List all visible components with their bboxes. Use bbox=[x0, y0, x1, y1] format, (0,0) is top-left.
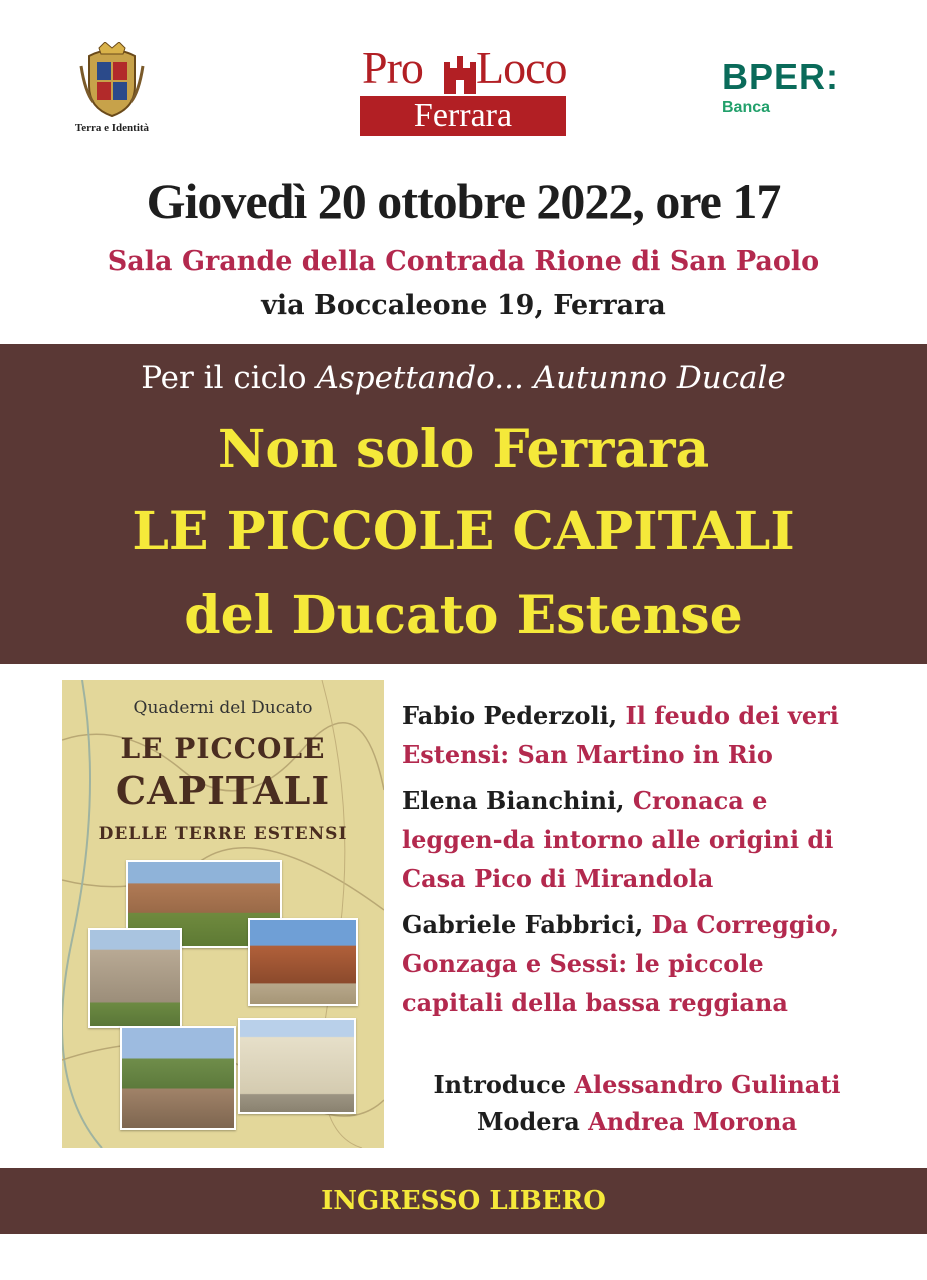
moderator-role: Modera bbox=[476, 1107, 589, 1136]
talk-title: Cronaca e leggen-da intorno alle origini di Casa Pico di Mirandola bbox=[402, 786, 834, 893]
intro-role: Introduce bbox=[433, 1070, 575, 1099]
talk-speaker: Elena Bianchini, bbox=[402, 786, 633, 815]
pro-loco-ferrara-logo bbox=[358, 42, 570, 138]
cycle-line bbox=[0, 356, 927, 400]
cycle-prefix: Per il ciclo bbox=[141, 360, 317, 396]
talk-title: Da Correggio, Gonzaga e Sessi: le piccole capitali della bassa reggiana bbox=[402, 910, 840, 1017]
cycle-name: Aspettando... Autunno Ducale bbox=[316, 360, 786, 396]
bper-sub: Banca bbox=[722, 99, 771, 116]
title-line-3: del Ducato Estense bbox=[184, 585, 743, 646]
proloco-word-loco: Loco bbox=[476, 42, 567, 93]
free-entry-label: INGRESSO LIBERO bbox=[321, 1186, 606, 1216]
moderator-name: Andrea Morona bbox=[588, 1107, 798, 1136]
event-venue: Sala Grande della Contrada Rione di San Paolo bbox=[107, 246, 820, 277]
book-cover bbox=[62, 680, 384, 1148]
book-title-3: DELLE TERRE ESTENSI bbox=[98, 824, 348, 844]
credits bbox=[402, 1066, 872, 1140]
castle-photo-5 bbox=[238, 1018, 356, 1114]
castle-photo-2 bbox=[88, 928, 182, 1028]
talk-item bbox=[402, 905, 872, 1022]
talk-item bbox=[402, 696, 872, 774]
book-title-2: CAPITALI bbox=[115, 768, 331, 813]
talk-title: Il feudo dei veri Estensi: San Martino in Rio bbox=[402, 701, 839, 769]
title-line-2: LE PICCOLE CAPITALI bbox=[132, 501, 795, 562]
intro-name: Alessandro Gulinati bbox=[574, 1070, 841, 1099]
book-series: Quaderni del Ducato bbox=[133, 698, 313, 718]
title-line-1: Non solo Ferrara bbox=[217, 419, 710, 480]
proloco-city: Ferrara bbox=[360, 96, 566, 136]
event-address: via Boccaleone 19, Ferrara bbox=[261, 290, 666, 321]
castle-photo-4 bbox=[120, 1026, 236, 1130]
talk-speaker: Gabriele Fabbrici, bbox=[402, 910, 652, 939]
crest-caption: Terra e Identità bbox=[74, 122, 150, 134]
coat-of-arms-icon bbox=[79, 42, 145, 118]
talk-item bbox=[402, 781, 872, 898]
castle-icon bbox=[442, 54, 478, 94]
moderator-line bbox=[402, 1103, 872, 1140]
book-title-1: LE PICCOLE bbox=[120, 732, 326, 765]
terra-e-identita-logo bbox=[62, 42, 162, 142]
bper-brand: BPER: bbox=[722, 56, 840, 97]
talks-list bbox=[402, 696, 872, 1029]
talk-speaker: Fabio Pederzoli, bbox=[402, 701, 626, 730]
intro-line bbox=[402, 1066, 872, 1103]
castle-photo-3 bbox=[248, 918, 358, 1006]
proloco-word-pro: Pro bbox=[362, 42, 423, 93]
bper-banca-logo bbox=[722, 58, 882, 128]
event-date: Giovedì 20 ottobre 2022, ore 17 bbox=[146, 173, 781, 229]
